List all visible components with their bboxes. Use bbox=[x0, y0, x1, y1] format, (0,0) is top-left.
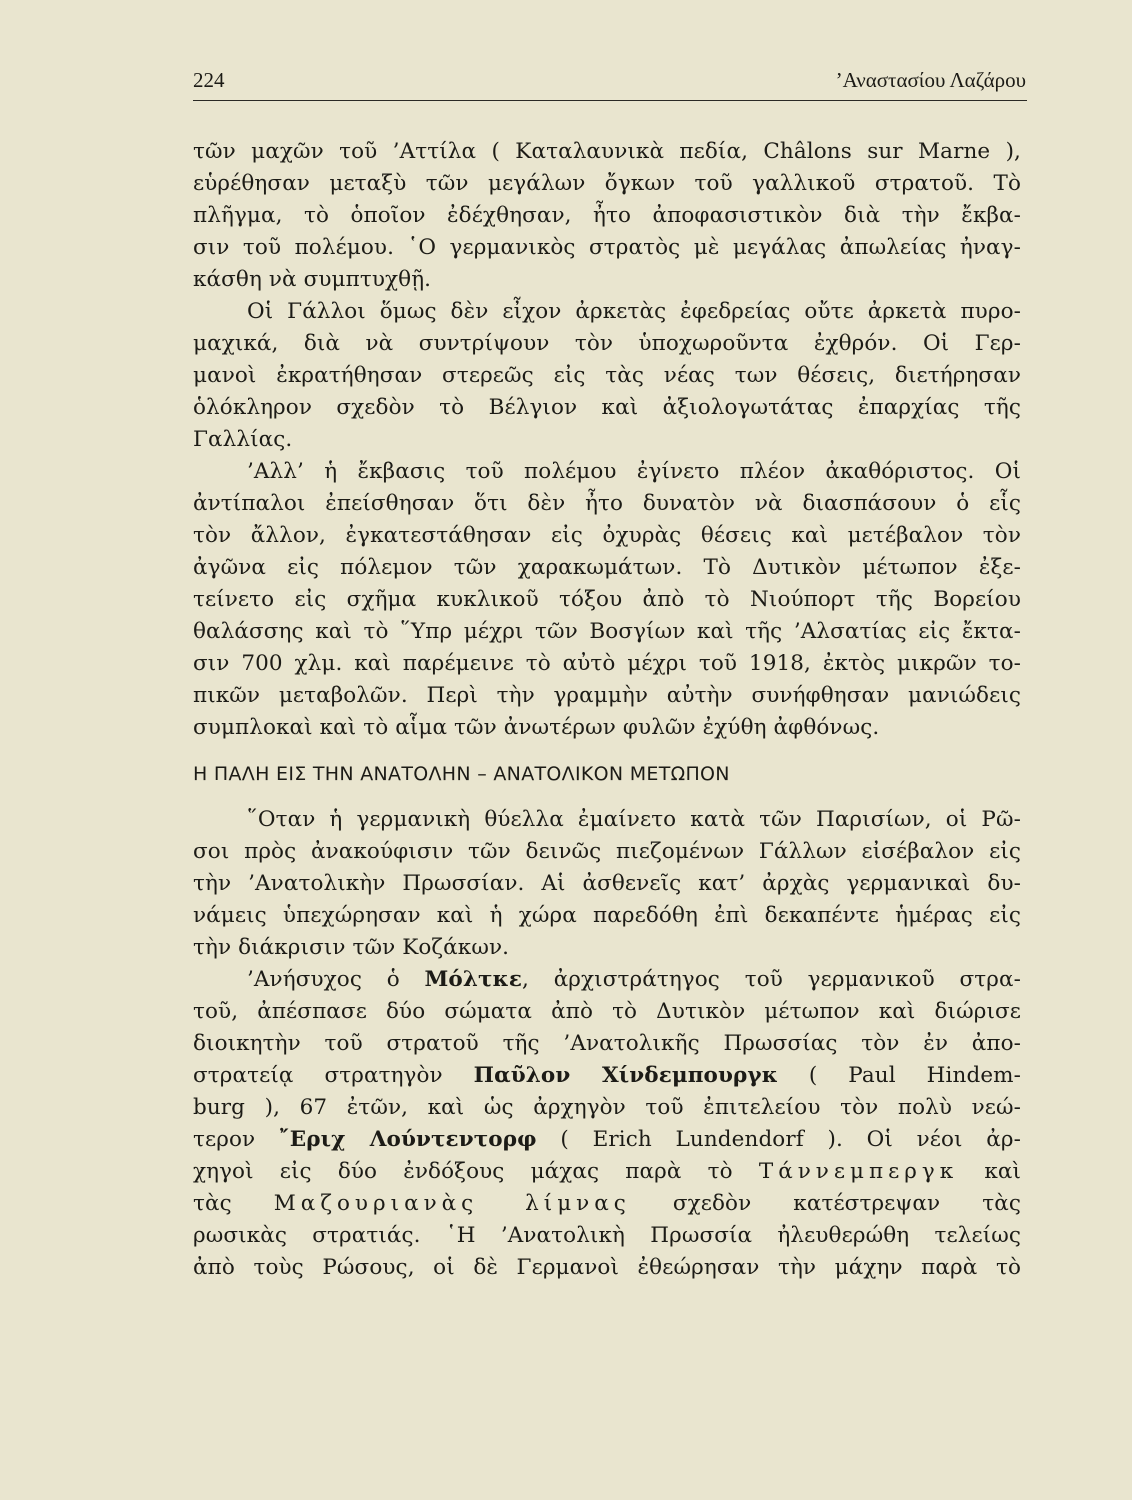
text-run: στρατείᾳ στρατηγὸν bbox=[193, 1063, 474, 1088]
text-line bbox=[193, 1188, 1021, 1220]
text-line bbox=[193, 964, 1021, 996]
text-line: σιν 700 χλμ. καὶ παρέμεινε τὸ αὐτὸ μέχρι τοῦ 1918, ἐκτὸς μικρῶν το- bbox=[193, 651, 1021, 676]
text-line: ’Αλλ’ ἡ ἔκβασις τοῦ πολέμου ἐγίνετο πλέον ἀκαθόριστος. Οἱ bbox=[247, 459, 1021, 484]
text-run: καὶ bbox=[958, 1159, 1022, 1184]
text-line bbox=[193, 1156, 1021, 1188]
text-line: ὁλόκληρον σχεδὸν τὸ Βέλγιον καὶ ἀξιολογωτάτας ἐπαρχίας τῆς bbox=[193, 395, 1021, 420]
text-line: συμπλοκαὶ καὶ τὸ αἷμα τῶν ἀνωτέρων φυλῶν ἐχύθη ἀφθόνως. bbox=[193, 715, 880, 740]
text-line: νάμεις ὑπεχώρησαν καὶ ἡ χώρα παρεδόθη ἐπὶ δεκαπέντε ἡμέρας εἰς bbox=[193, 903, 1021, 928]
paragraph-2 bbox=[193, 296, 1021, 456]
header-rule bbox=[193, 100, 1027, 101]
place-tannenberg: Τάννεμπεργκ bbox=[758, 1159, 959, 1184]
text-line: ἀντίπαλοι ἐπείσθησαν ὅτι δὲν ἦτο δυνατὸν νὰ διασπάσουν ὁ εἷς bbox=[193, 491, 1021, 516]
text-run: τὰς bbox=[193, 1191, 274, 1216]
text-run: σχεδὸν κατέστρεψαν τὰς bbox=[630, 1191, 1021, 1216]
text-run: τερον bbox=[193, 1127, 279, 1152]
text-run: , ἀρχιστράτηγος τοῦ γερμανικοῦ στρα- bbox=[522, 967, 1021, 992]
text-line: σιν τοῦ πολέμου. ῾Ο γερμανικὸς στρατὸς μὲ μεγάλας ἀπωλείας ἠναγ- bbox=[193, 235, 1021, 260]
text-line: τὴν ’Ανατολικὴν Πρωσσίαν. Αἱ ἀσθενεῖς κατ’ ἀρχὰς γερμανικαὶ δυ- bbox=[193, 871, 1021, 896]
text-line bbox=[193, 1060, 1021, 1092]
text-line: ῞Οταν ἡ γερμανικὴ θύελλα ἐμαίνετο κατὰ τῶν Παρισίων, οἱ Ρῶ- bbox=[247, 807, 1021, 832]
name-moltke: Μόλτκε bbox=[424, 967, 522, 992]
text-line: ρωσικὰς στρατιάς. ῾Η ’Ανατολικὴ Πρωσσία ἠλευθερώθη τελείως bbox=[193, 1223, 1021, 1248]
text-line: κάσθη νὰ συμπτυχθῇ. bbox=[193, 267, 432, 292]
text-line: μανοὶ ἐκρατήθησαν στερεῶς εἰς τὰς νέας των θέσεις, διετήρησαν bbox=[193, 363, 1021, 388]
place-masurian-lakes: Μαζουριανὰς λίμνας bbox=[273, 1191, 631, 1216]
text-line: burg ), 67 ἐτῶν, καὶ ὡς ἀρχηγὸν τοῦ ἐπιτελείου τὸν πολὺ νεώ- bbox=[193, 1095, 1021, 1120]
body-text bbox=[193, 136, 1021, 1284]
paragraph-3 bbox=[193, 456, 1021, 744]
paragraph-4 bbox=[193, 804, 1021, 964]
text-line: εὑρέθησαν μεταξὺ τῶν μεγάλων ὄγκων τοῦ γαλλικοῦ στρατοῦ. Τὸ bbox=[193, 171, 1021, 196]
text-line: Γαλλίας. bbox=[193, 427, 293, 452]
text-line: ἀγῶνα εἰς πόλεμον τῶν χαρακωμάτων. Τὸ Δυτικὸν μέτωπον ἐξε- bbox=[193, 555, 1021, 580]
text-line: τῶν μαχῶν τοῦ ’Αττίλα ( Καταλαυνικὰ πεδία, Châlons sur Marne ), bbox=[193, 139, 1021, 164]
name-ludendorff: ῎Εριχ Λούντεντορφ bbox=[278, 1127, 537, 1152]
text-line: διοικητὴν τοῦ στρατοῦ τῆς ’Ανατολικῆς Πρωσσίας τὸν ἐν ἀπο- bbox=[193, 1031, 1021, 1056]
text-line: τείνετο εἰς σχῆμα κυκλικοῦ τόξου ἀπὸ τὸ Νιούπορτ τῆς Βορείου bbox=[193, 587, 1021, 612]
name-hindenburg: Παῦλον Χίνδεμπουργκ bbox=[473, 1063, 778, 1088]
text-line: Οἱ Γάλλοι ὅμως δὲν εἶχον ἀρκετὰς ἐφεδρείας οὔτε ἀρκετὰ πυρο- bbox=[247, 299, 1021, 324]
text-line: σοι πρὸς ἀνακούφισιν τῶν δεινῶς πιεζομένων Γάλλων εἰσέβαλον εἰς bbox=[193, 839, 1021, 864]
page-number: 224 bbox=[193, 68, 225, 92]
page-header bbox=[193, 68, 1026, 98]
text-line: πικῶν μεταβολῶν. Περὶ τὴν γραμμὴν αὐτὴν συνήφθησαν μανιώδεις bbox=[193, 683, 1021, 708]
section-heading: Η ΠΑΛΗ ΕΙΣ ΤΗΝ ΑΝΑΤΟΛΗΝ – ΑΝΑΤΟΛΙΚΟΝ ΜΕΤΩΠΟΝ bbox=[193, 763, 730, 785]
text-line bbox=[193, 1124, 1021, 1156]
text-run: ( Paul Hindem- bbox=[777, 1063, 1021, 1088]
paragraph-1 bbox=[193, 136, 1021, 296]
text-line: ἀπὸ τοὺς Ρώσους, οἱ δὲ Γερμανοὶ ἐθεώρησαν τὴν μάχην παρὰ τὸ bbox=[193, 1255, 1021, 1280]
text-run: ( Erich Lundendorf ). Οἱ νέοι ἀρ- bbox=[536, 1127, 1021, 1152]
text-line: θαλάσσης καὶ τὸ ῞Υπρ μέχρι τῶν Βοσγίων καὶ τῆς ’Αλσατίας εἰς ἔκτα- bbox=[193, 619, 1021, 644]
text-line: τὸν ἄλλον, ἐγκατεστάθησαν εἰς ὀχυρὰς θέσεις καὶ μετέβαλον τὸν bbox=[193, 523, 1021, 548]
text-line: τὴν διάκρισιν τῶν Κοζάκων. bbox=[193, 935, 510, 960]
text-run: χηγοὶ εἰς δύο ἐνδόξους μάχας παρὰ τὸ bbox=[193, 1159, 759, 1184]
running-head: ’Αναστασίου Λαζάρου bbox=[835, 68, 1026, 92]
text-run: ’Ανήσυχος ὁ bbox=[247, 967, 425, 992]
text-line: πλῆγμα, τὸ ὁποῖον ἐδέχθησαν, ἦτο ἀποφασιστικὸν διὰ τὴν ἔκβα- bbox=[193, 203, 1021, 228]
paragraph-5 bbox=[193, 964, 1021, 1284]
text-line: τοῦ, ἀπέσπασε δύο σώματα ἀπὸ τὸ Δυτικὸν μέτωπον καὶ διώρισε bbox=[193, 999, 1021, 1024]
text-line: μαχικά, διὰ νὰ συντρίψουν τὸν ὑποχωροῦντα ἐχθρόν. Οἱ Γερ- bbox=[193, 331, 1021, 356]
